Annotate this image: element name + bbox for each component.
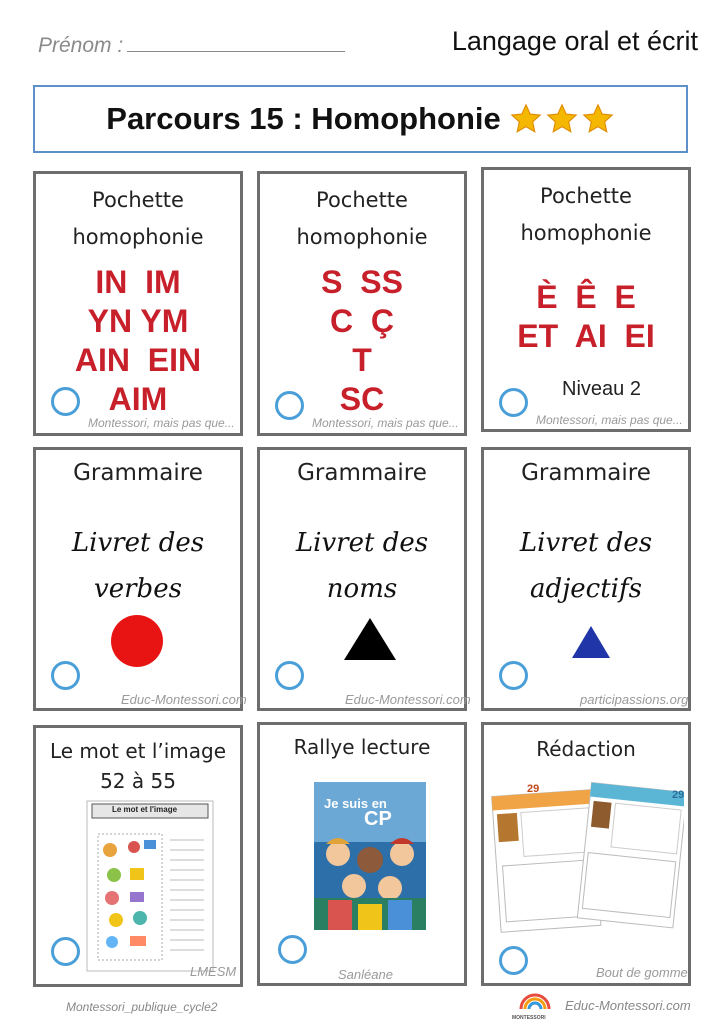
card-title-line: homophonie xyxy=(296,225,428,249)
sound-line: T xyxy=(352,342,372,378)
sound-list xyxy=(484,278,688,356)
sound-line: È Ê E xyxy=(536,279,636,315)
card-credit: Montessori, mais pas que... xyxy=(312,416,459,430)
sound-line: AIN EIN xyxy=(74,342,202,378)
book-illustration xyxy=(314,834,426,930)
card-title-line: homophonie xyxy=(72,225,204,249)
completion-checkbox[interactable] xyxy=(51,387,80,416)
card-livret-verbes xyxy=(33,447,247,711)
black-triangle-icon xyxy=(342,616,398,662)
sheet-number: 29 xyxy=(672,789,685,801)
star-icon xyxy=(545,102,579,136)
card-title xyxy=(260,182,464,256)
card-credit: LMESM xyxy=(190,964,237,979)
booklet-title xyxy=(484,520,688,612)
card-credit: Educ-Montessori.com xyxy=(121,692,247,707)
sound-line: S SS xyxy=(321,264,403,300)
book-title: Je suis en xyxy=(324,796,387,811)
red-circle-icon xyxy=(109,614,165,668)
title-banner xyxy=(33,85,688,153)
sheet-number: 29 xyxy=(527,783,540,795)
completion-checkbox[interactable] xyxy=(499,946,528,975)
card-rallye-lecture xyxy=(257,722,467,986)
card-title: Rédaction xyxy=(536,737,636,761)
card-title: Grammaire xyxy=(521,460,651,486)
card-title-line: 52 à 55 xyxy=(100,769,176,793)
card-title xyxy=(36,182,240,256)
footer-right-credit: Educ-Montessori.com xyxy=(565,998,691,1013)
sound-line: SC xyxy=(339,381,385,417)
card-credit: Bout de gomme xyxy=(596,965,688,980)
card-title: Rallye lecture xyxy=(293,735,431,759)
completion-checkbox[interactable] xyxy=(499,388,528,417)
card-title xyxy=(484,178,688,252)
booklet-title-line: Livret des xyxy=(71,528,205,558)
sound-line: C Ç xyxy=(330,303,394,339)
book-cover xyxy=(314,782,426,930)
completion-checkbox[interactable] xyxy=(275,391,304,420)
card-title-line: Pochette xyxy=(92,188,184,212)
page-title: Parcours 15 : Homophonie xyxy=(106,101,501,136)
worksheet-label: Le mot et l'image xyxy=(112,805,178,814)
prenom-field xyxy=(38,34,345,58)
card-redaction xyxy=(481,722,691,986)
subject-title: Langage oral et écrit xyxy=(451,26,698,56)
card-title-line: Pochette xyxy=(540,184,632,208)
writing-sheets-thumbnail xyxy=(490,777,684,937)
difficulty-stars xyxy=(509,102,615,136)
completion-checkbox[interactable] xyxy=(51,661,80,690)
star-icon xyxy=(581,102,615,136)
booklet-title-line: adjectifs xyxy=(530,574,642,604)
sound-line: IN IM xyxy=(95,264,181,300)
card-livret-adjectifs xyxy=(481,447,691,711)
card-livret-noms xyxy=(257,447,471,711)
card-title: Grammaire xyxy=(73,460,203,486)
level-label: Niveau 2 xyxy=(562,378,641,400)
card-credit: participassions.org xyxy=(580,692,689,707)
card-title: Grammaire xyxy=(297,460,427,486)
booklet-title-line: noms xyxy=(326,574,398,604)
worksheet-thumbnail xyxy=(86,800,214,972)
completion-checkbox[interactable] xyxy=(499,661,528,690)
book-title-big: CP xyxy=(364,808,392,830)
blue-triangle-icon xyxy=(570,624,612,660)
card-credit: Sanléane xyxy=(338,967,393,982)
completion-checkbox[interactable] xyxy=(278,935,307,964)
prenom-write-line xyxy=(127,34,345,52)
booklet-title xyxy=(260,520,464,612)
card-mot-image xyxy=(33,725,243,987)
sound-line: ET AI EI xyxy=(517,318,655,354)
booklet-title-line: verbes xyxy=(94,574,182,604)
prenom-label: Prénom : xyxy=(38,34,124,57)
card-title-line: Pochette xyxy=(316,188,408,212)
sound-line: YN YM xyxy=(87,303,189,339)
card-homophonie-in xyxy=(33,171,243,436)
card-title xyxy=(36,736,240,796)
sound-line: AIM xyxy=(108,381,168,417)
logo-text: MONTESSORI xyxy=(512,1015,546,1021)
booklet-title xyxy=(36,520,240,612)
footer-left-credit: Montessori_publique_cycle2 xyxy=(66,1000,218,1014)
booklet-title-line: Livret des xyxy=(519,528,653,558)
completion-checkbox[interactable] xyxy=(275,661,304,690)
star-icon xyxy=(509,102,543,136)
card-homophonie-e xyxy=(481,167,691,432)
completion-checkbox[interactable] xyxy=(51,937,80,966)
card-credit: Montessori, mais pas que... xyxy=(536,413,683,427)
card-credit: Montessori, mais pas que... xyxy=(88,416,235,430)
card-title-line: homophonie xyxy=(520,221,652,245)
booklet-title-line: Livret des xyxy=(295,528,429,558)
card-title-line: Le mot et l’image xyxy=(49,739,227,763)
card-homophonie-s xyxy=(257,171,467,436)
card-credit: Educ-Montessori.com xyxy=(345,692,471,707)
